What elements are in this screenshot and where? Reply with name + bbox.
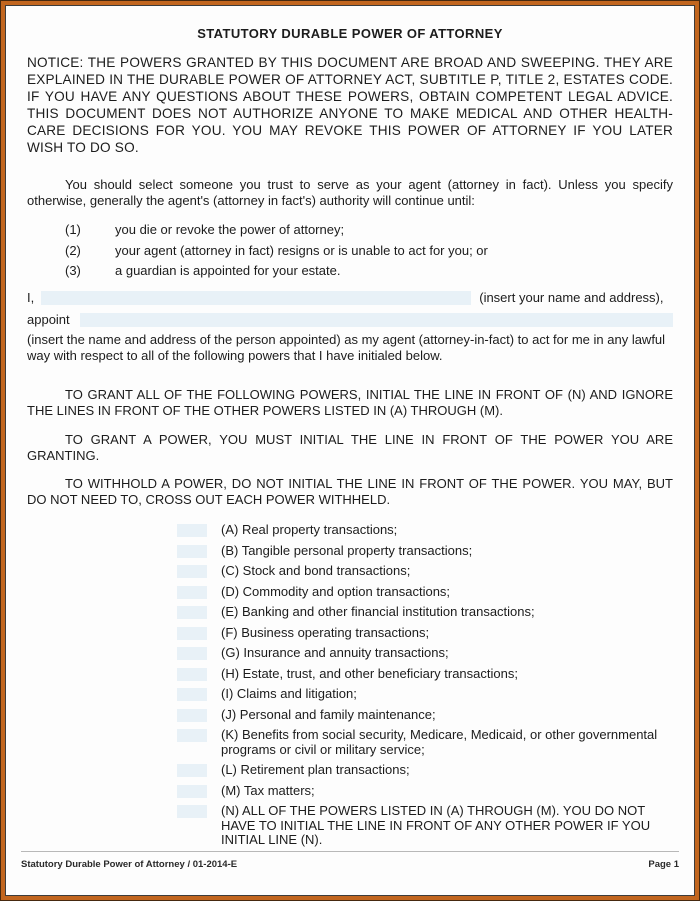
list-item-number: (1) [65, 222, 81, 237]
initial-field-b[interactable] [177, 545, 207, 558]
list-item-number: (3) [65, 263, 81, 278]
powers-list [27, 523, 673, 848]
power-label-c: (C) Stock and bond transactions; [221, 563, 411, 578]
list-item-number: (2) [65, 242, 81, 258]
power-label-l: (L) Retirement plan transactions; [221, 762, 410, 777]
appointment-section [27, 290, 673, 363]
power-label-a: (A) Real property transactions; [221, 522, 398, 537]
power-label-i: (I) Claims and litigation; [221, 686, 357, 701]
initial-field-h[interactable] [177, 668, 207, 681]
page-border [1, 1, 699, 900]
list-item [65, 222, 673, 237]
initial-field-m[interactable] [177, 785, 207, 798]
power-row-e [177, 605, 673, 620]
agent-name-field[interactable] [80, 313, 673, 327]
initial-field-l[interactable] [177, 764, 207, 777]
power-row-f [177, 626, 673, 641]
initial-field-f[interactable] [177, 627, 207, 640]
power-row-m [177, 784, 673, 799]
instruction-withhold-power: TO WITHHOLD A POWER, DO NOT INITIAL THE LINE IN FRONT OF THE POWER. YOU MAY, BUT DO NOT NEED TO, CROSS OUT EACH POWER WITHHELD. [27, 476, 673, 507]
power-label-e: (E) Banking and other financial institution transactions; [221, 604, 535, 619]
power-row-h [177, 667, 673, 682]
power-label-j: (J) Personal and family maintenance; [221, 706, 436, 722]
i-label: I, [27, 290, 35, 305]
initial-field-c[interactable] [177, 565, 207, 578]
power-label-d: (D) Commodity and option transactions; [221, 583, 451, 599]
document-page [5, 5, 695, 896]
power-label-g: (G) Insurance and annuity transactions; [221, 645, 449, 660]
power-row-g [177, 646, 673, 661]
initial-field-i[interactable] [177, 688, 207, 701]
power-row-c [177, 564, 673, 579]
principal-row [27, 290, 673, 305]
intro-paragraph: You should select someone you trust to serve as your agent (attorney in fact). Unless you specify otherwise, generally the agent's (attorney in fact's) authority will continue until: [27, 177, 673, 208]
power-row-i [177, 687, 673, 702]
initial-field-d[interactable] [177, 586, 207, 599]
principal-name-field[interactable] [41, 291, 471, 305]
power-label-h: (H) Estate, trust, and other beneficiary transactions; [221, 665, 518, 681]
notice-paragraph: NOTICE: THE POWERS GRANTED BY THIS DOCUMENT ARE BROAD AND SWEEPING. THEY ARE EXPLAINED IN THE DURABLE POWER OF ATTORNEY ACT, SUBTITLE P, TITLE 2, ESTATES CODE. IF YOU HAVE ANY QUESTIONS ABOUT THESE POWERS, OBTAIN COMPETENT LEGAL ADVICE. THIS DOCUMENT DOES NOT AUTHORIZE ANYONE TO MAKE MEDICAL AND OTHER HEALTH-CARE DECISIONS FOR YOU. YOU MAY REVOKE THIS POWER OF ATTORNEY IF YOU LATER WISH TO DO SO. [27, 55, 673, 155]
power-label-k: (K) Benefits from social security, Medicare, Medicaid, or other governmental programs or civil or military service; [221, 727, 658, 757]
list-item-text: your agent (attorney in fact) resigns or is unable to act for you; or [115, 242, 488, 258]
power-row-n [177, 804, 673, 848]
power-label-m: (M) Tax matters; [221, 782, 315, 798]
initial-field-n[interactable] [177, 805, 207, 818]
power-label-b: (B) Tangible personal property transactions; [221, 542, 473, 558]
list-item-text: you die or revoke the power of attorney; [115, 222, 345, 237]
power-label-f: (F) Business operating transactions; [221, 624, 430, 640]
list-item [65, 243, 673, 258]
power-label-n: (N) ALL OF THE POWERS LISTED IN (A) THROUGH (M). YOU DO NOT HAVE TO INITIAL THE LINE IN FRONT OF ANY OTHER POWER IF YOU INITIAL LINE (N). [221, 803, 651, 847]
initial-field-k[interactable] [177, 729, 207, 742]
power-row-a [177, 523, 673, 538]
initial-field-j[interactable] [177, 709, 207, 722]
instruction-grant-all: TO GRANT ALL OF THE FOLLOWING POWERS, INITIAL THE LINE IN FRONT OF (N) AND IGNORE THE LINES IN FRONT OF THE OTHER POWERS LISTED IN (A) THROUGH (M). [27, 387, 673, 418]
termination-list [27, 222, 673, 278]
list-item-text: a guardian is appointed for your estate. [115, 263, 341, 278]
principal-name-hint: (insert your name and address), [479, 290, 664, 305]
appointment-continuation: (insert the name and address of the person appointed) as my agent (attorney-in-fact) to act for me in any lawful way with respect to all of the following powers that I have initialed below. [27, 332, 666, 363]
initial-field-g[interactable] [177, 647, 207, 660]
power-row-l [177, 763, 673, 778]
agent-row [27, 312, 673, 327]
list-item [65, 263, 673, 278]
footer-page-number: Page 1 [648, 859, 679, 870]
instruction-grant-power: TO GRANT A POWER, YOU MUST INITIAL THE LINE IN FRONT OF THE POWER YOU ARE GRANTING. [27, 432, 673, 463]
page-footer [21, 851, 679, 870]
appoint-label: appoint [27, 312, 70, 327]
power-row-k [177, 728, 673, 757]
power-row-d [177, 585, 673, 600]
initial-field-a[interactable] [177, 524, 207, 537]
initial-field-e[interactable] [177, 606, 207, 619]
power-row-b [177, 544, 673, 559]
footer-document-id: Statutory Durable Power of Attorney / 01-2014-E [21, 859, 238, 870]
power-row-j [177, 708, 673, 723]
page-title: STATUTORY DURABLE POWER OF ATTORNEY [197, 26, 503, 41]
